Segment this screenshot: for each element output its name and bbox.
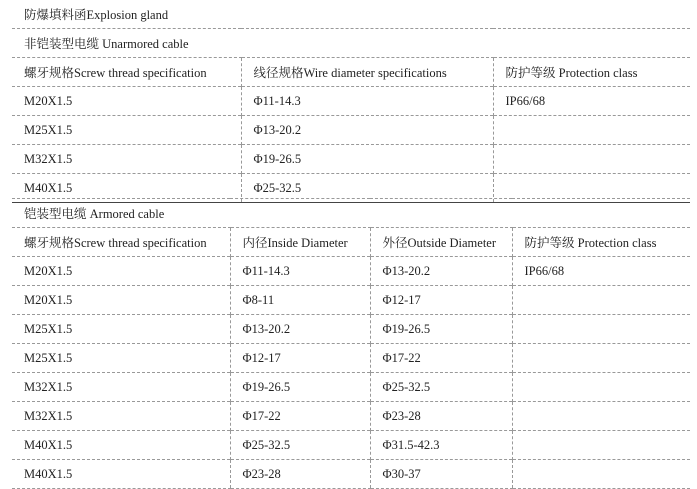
table-cell: M40X1.5	[12, 174, 241, 203]
armored-cable-table	[12, 198, 690, 489]
table-cell	[512, 315, 690, 344]
table-row	[12, 460, 690, 489]
column-header: 内径Inside Diameter	[230, 228, 370, 257]
table-cell: Φ12-17	[230, 344, 370, 373]
table-row	[12, 87, 690, 116]
table-cell: Φ25-32.5	[370, 373, 512, 402]
table-cell: M40X1.5	[12, 460, 230, 489]
unarmored-section-title: 非铠装型电缆 Unarmored cable	[12, 29, 690, 58]
table-cell: M32X1.5	[12, 145, 241, 174]
table-row	[12, 145, 690, 174]
table-cell: IP66/68	[512, 257, 690, 286]
table-cell: M25X1.5	[12, 315, 230, 344]
column-header: 防护等级 Protection class	[493, 58, 690, 87]
page-title: 防爆填料函Explosion gland	[24, 8, 169, 22]
header-row	[12, 228, 690, 257]
unarmored-cable-section	[12, 28, 690, 203]
unarmored-cable-table	[12, 28, 690, 203]
table-cell: Φ30-37	[370, 460, 512, 489]
table-cell: Φ13-20.2	[230, 315, 370, 344]
column-header: 螺牙规格Screw thread specification	[12, 228, 230, 257]
table-cell: M32X1.5	[12, 402, 230, 431]
table-cell: Φ25-32.5	[241, 174, 493, 203]
table-cell: Φ19-26.5	[370, 315, 512, 344]
armored-section-title-row	[12, 199, 690, 228]
table-cell: M20X1.5	[12, 87, 241, 116]
table-row	[12, 344, 690, 373]
table-cell: Φ19-26.5	[241, 145, 493, 174]
table-row	[12, 402, 690, 431]
table-cell	[512, 344, 690, 373]
header-row	[12, 58, 690, 87]
table-row	[12, 286, 690, 315]
armored-cable-section	[12, 198, 690, 489]
table-cell: Φ12-17	[370, 286, 512, 315]
table-row	[12, 257, 690, 286]
unarmored-section-title-row	[12, 29, 690, 58]
table-cell: Φ11-14.3	[230, 257, 370, 286]
table-cell	[493, 145, 690, 174]
table-cell: M20X1.5	[12, 286, 230, 315]
armored-section-title: 铠装型电缆 Armored cable	[12, 199, 690, 228]
table-row	[12, 315, 690, 344]
table-cell: M40X1.5	[12, 431, 230, 460]
table-cell: Φ13-20.2	[370, 257, 512, 286]
table-cell	[512, 286, 690, 315]
table-row	[12, 116, 690, 145]
table-cell: Φ13-20.2	[241, 116, 493, 145]
table-cell: Φ23-28	[230, 460, 370, 489]
table-cell: Φ31.5-42.3	[370, 431, 512, 460]
table-cell: Φ17-22	[370, 344, 512, 373]
table-cell	[493, 116, 690, 145]
table-row	[12, 431, 690, 460]
table-cell: Φ19-26.5	[230, 373, 370, 402]
column-header: 外径Outside Diameter	[370, 228, 512, 257]
table-cell: Φ25-32.5	[230, 431, 370, 460]
table-cell: Φ17-22	[230, 402, 370, 431]
table-cell: M32X1.5	[12, 373, 230, 402]
table-cell	[512, 402, 690, 431]
table-cell	[512, 460, 690, 489]
table-cell: M25X1.5	[12, 116, 241, 145]
table-cell: Φ11-14.3	[241, 87, 493, 116]
table-cell: IP66/68	[493, 87, 690, 116]
column-header: 螺牙规格Screw thread specification	[12, 58, 241, 87]
column-header: 防护等级 Protection class	[512, 228, 690, 257]
table-cell	[512, 373, 690, 402]
table-cell: Φ8-11	[230, 286, 370, 315]
table-cell: Φ23-28	[370, 402, 512, 431]
column-header: 线径规格Wire diameter specifications	[241, 58, 493, 87]
table-cell: M25X1.5	[12, 344, 230, 373]
table-row	[12, 373, 690, 402]
table-cell	[512, 431, 690, 460]
table-cell: M20X1.5	[12, 257, 230, 286]
